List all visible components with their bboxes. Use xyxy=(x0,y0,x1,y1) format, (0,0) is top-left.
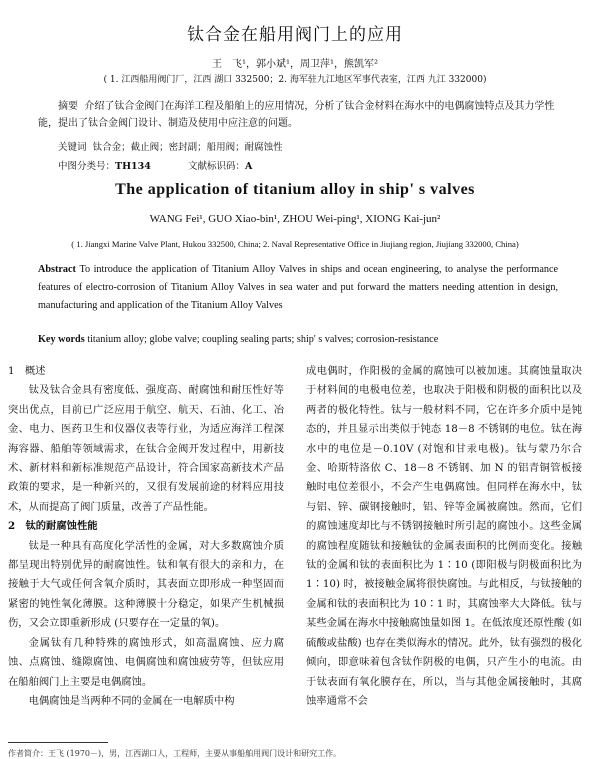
authors-cn: 王 飞¹，郭小斌¹，周卫萍¹，熊凯军² xyxy=(211,59,379,70)
author-footnote: 作者简介：王飞 (1970－)，男，江西湖口人，工程师，主要从事船舶用阀门设计和研究工作。 xyxy=(8,749,342,758)
footnote-rule xyxy=(8,742,108,743)
abstract-cn xyxy=(38,98,558,132)
abstract-cn-text: 介绍了钛合金阀门在海洋工程及船舶上的应用情况，分析了钛合金材料在海水中的电偶腐蚀特点及其力学性能，提出了钛合金阀门设计、制造及使用中应注意的问题。 xyxy=(38,101,555,129)
section-1-paragraph: 钛及钛合金具有密度低、强度高、耐腐蚀和耐压性好等突出优点，目前已广泛应用于航空、航天、石油、化工、冶金、电力、医药卫生和仪器仪表等行业，为适应海洋工程深海容器、船舶等领域需求，在钛合金阀开发过程中，用新技术、新材料和新标准规范产品设计，符合国家高新技术产品政策的要求，是一种新兴的，又很有发展前途的材料应用技术，从而提高了阀门质量，改善了产品性能。 xyxy=(8,384,284,513)
left-column xyxy=(8,362,284,711)
keywords-cn-text: 钛合金；截止阀；密封副；船用阀；耐腐蚀性 xyxy=(92,142,283,153)
clc-value: TH134 xyxy=(115,161,151,172)
keywords-cn-label: 关键词 xyxy=(58,142,87,153)
keywords-en xyxy=(38,331,558,349)
paper-title-cn: 钛合金在船用阀门上的应用 xyxy=(187,25,403,45)
section-2-paragraph-2: 金属钛有几种特殊的腐蚀形式，如高温腐蚀、应力腐蚀、点腐蚀、缝隙腐蚀、电偶腐蚀和腐蚀疲劳等，但钛应用在船舶阀门上主要是电偶腐蚀。 xyxy=(8,636,284,688)
abstract-en xyxy=(38,261,558,315)
abstract-cn-label: 摘要 xyxy=(58,101,78,112)
abstract-en-text: To introduce the application of Titanium Alloy Valves in ships and ocean engineering, to analyse the performance features of electro-corrosion of Titanium Alloy Valves in sea water and put forward the matters needing attention in design, manufacturing and application of the Titanium Alloy Valves xyxy=(38,264,558,311)
doc-code-value: A xyxy=(244,161,253,172)
keywords-en-text: titanium alloy; globe valve; coupling sealing parts; ship' s valves; corrosion-resistance xyxy=(87,334,439,345)
right-column xyxy=(306,362,582,711)
section-2-paragraph-3: 电偶腐蚀是当两种不同的金属在一电解质中构 xyxy=(28,694,235,707)
paper-title-en: The application of titanium alloy in ship' s valves xyxy=(115,181,475,198)
section-2-paragraph-1: 钛是一种具有高度化学活性的金属，对大多数腐蚀介质都呈现出特别优异的耐腐蚀性。钛和氧有很大的亲和力，在接触于大气或任何含氧介质时，其表面立即形成一种坚固而紧密的钝性氧化薄膜。这种薄膜十分稳定，如果产生机械损伤，又会立即重新形成 (只要存在一定量的氧)。 xyxy=(8,539,284,630)
clc-label: 中图分类号： xyxy=(58,161,116,172)
classification-cn xyxy=(58,158,252,172)
abstract-en-label: Abstract xyxy=(38,264,76,275)
right-column-paragraph: 成电偶时，作阳极的金属的腐蚀可以被加速。其腐蚀量取决于材料间的电极电位差，也取决于阳极和阴极的面积比以及两者的极化特性。钛与一般材料不同，它在许多介质中是钝态的，并且显示出类似于钝态 18－8 不锈钢的电位。钛在海水中的电位是－0.10V (对饱和甘汞电极)。钛与蒙乃尔合金、哈斯特洛依 C、18－8 不锈钢、加 N 的铝青铜管板接触时电位差很小，不会产生电偶腐蚀。但同样在海水中，钛与铝、锌、碳钢接触时，铝、锌等金属被腐蚀。然而，它们的腐蚀速度却比与不锈钢接触时所引起的腐蚀小。这些金属的腐蚀程度随钛和接触钛的金属表面积的比例而变化。接触钛的金属和钛的表面积比为 1∶10 (即阳极与阴极面积比为 1∶10) 时，被接触金属将很快腐蚀。与此相反，与钛接触的金属和钛的表面积比为 10∶1 时，其腐蚀率大大降低。钛与某些金属在海水中接触腐蚀量如图 1。在低浓度还原性酸 (如硫酸或盐酸) 也存在类似海水的情况。此外，钛有强烈的极化倾向，即意味着包含钛作阴极的电偶，只产生小的电流。由于钛表面有氧化膜存在，所以，当与其他金属接触时，其腐蚀率通常不会 xyxy=(306,365,582,707)
authors-en: WANG Fei¹, GUO Xiao-bin¹, ZHOU Wei-ping¹, XIONG Kai-jun² xyxy=(149,213,441,225)
keywords-cn xyxy=(58,139,283,153)
doc-code-label: 文献标识码： xyxy=(187,161,245,172)
affiliation-cn: ( 1. 江西船用阀门厂，江西 湖口 332500；2. 海军驻九江地区军事代表室，江西 九江 332000) xyxy=(103,75,487,85)
keywords-en-label: Key words xyxy=(38,334,85,345)
section-2-heading: 2 钛的耐腐蚀性能 xyxy=(8,520,98,533)
section-1-heading: 1 概述 xyxy=(8,365,46,377)
affiliation-en: ( 1. Jiangxi Marine Valve Plant, Hukou 332500, China; 2. Naval Representative Office in Jiujiang region, Jiujiang 332000, China) xyxy=(71,239,519,249)
